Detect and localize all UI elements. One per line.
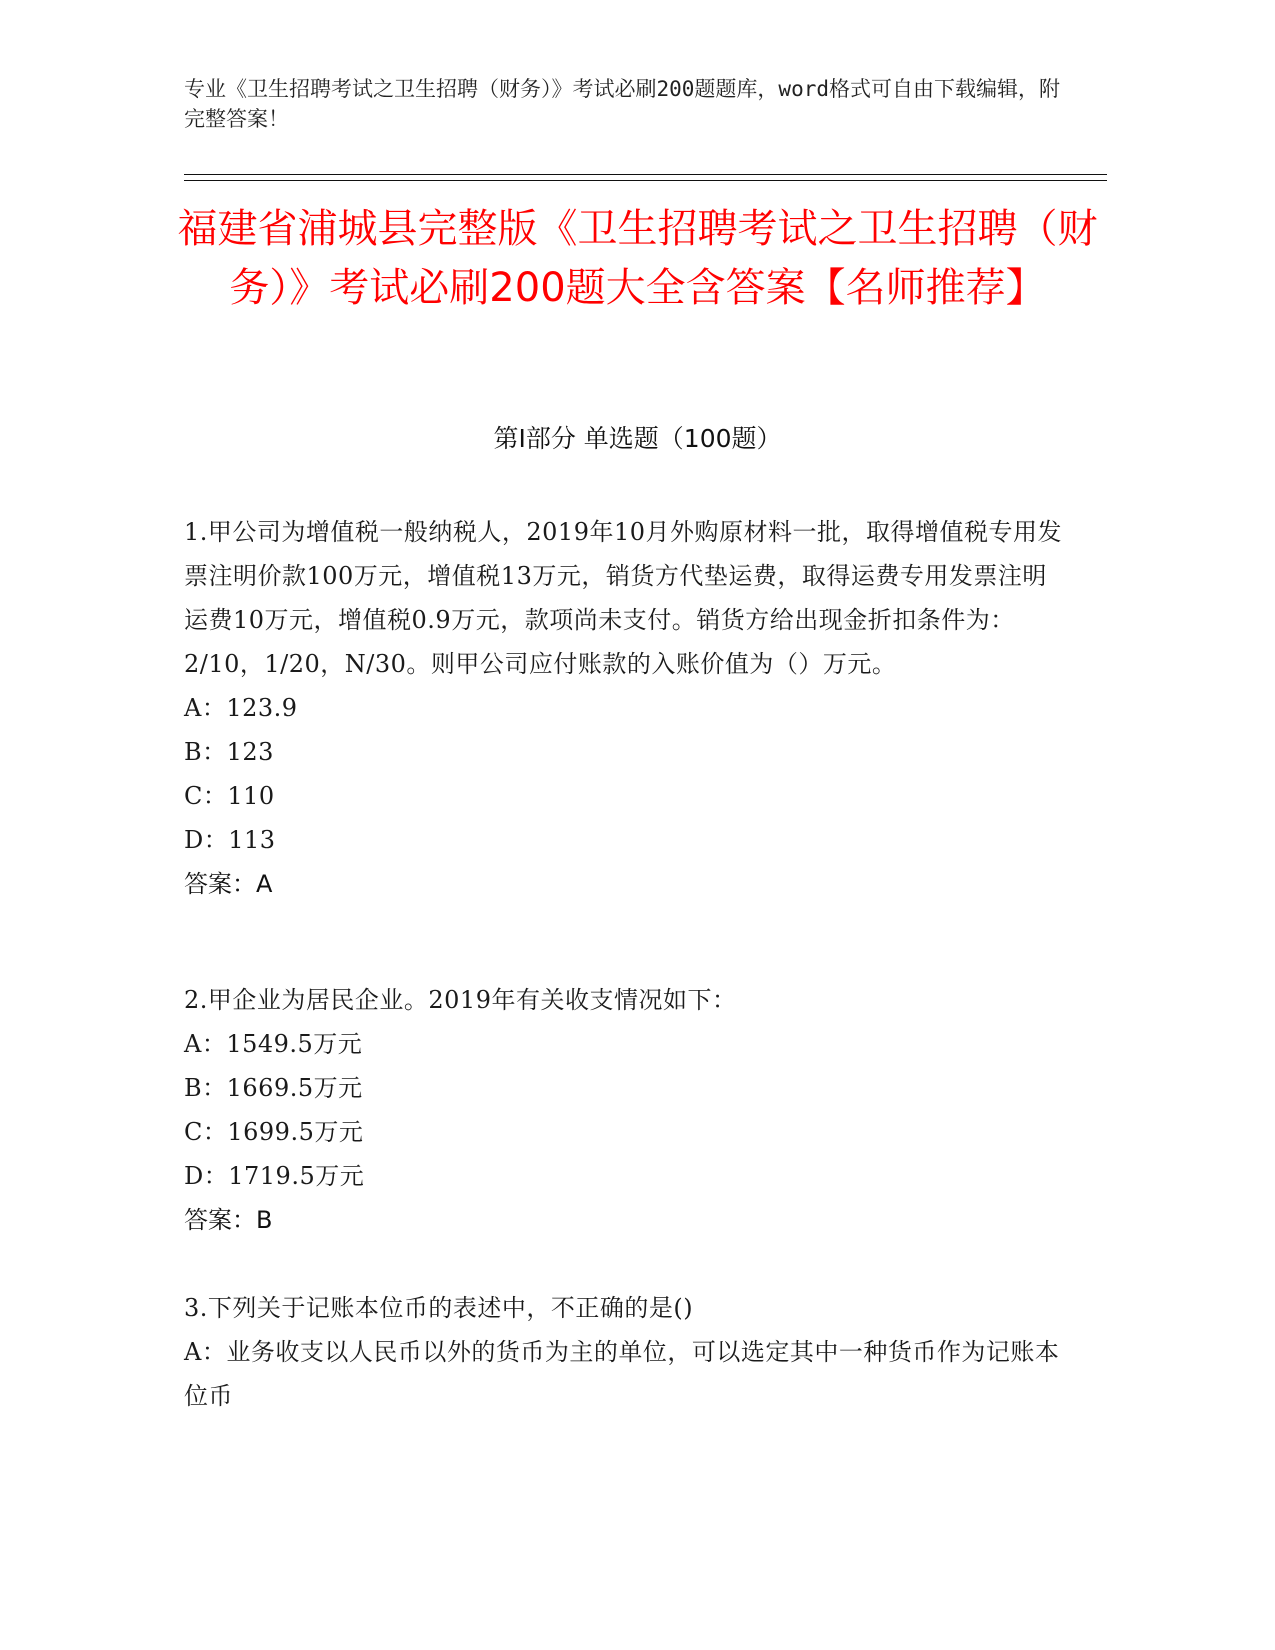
option-d: D：1719.5万元 bbox=[184, 1162, 365, 1190]
header-divider-bottom bbox=[184, 180, 1107, 181]
option-b: B：123 bbox=[184, 738, 274, 766]
option-a: A：123.9 bbox=[184, 694, 298, 722]
section-title: 第Ⅰ部分 单选题（100题） bbox=[493, 424, 782, 453]
question-stem: 2.甲企业为居民企业。2019年有关收支情况如下： bbox=[184, 986, 737, 1014]
option-a: A：业务收支以人民币以外的货币为主的单位，可以选定其中一种货币作为记账本位币 bbox=[184, 1338, 1060, 1410]
answer-line: 答案：A bbox=[184, 870, 273, 898]
answer-line: 答案：B bbox=[184, 1206, 273, 1234]
question-3 bbox=[184, 1286, 1064, 1418]
option-c: C：1699.5万元 bbox=[184, 1118, 364, 1146]
question-1 bbox=[184, 510, 1064, 906]
header-note: 专业《卫生招聘考试之卫生招聘（财务）》考试必刷200题题库，word格式可自由下载编辑，附完整答案！ bbox=[184, 77, 1060, 131]
question-stem: 3.下列关于记账本位币的表述中，不正确的是() bbox=[184, 1294, 694, 1322]
document-title: 福建省浦城县完整版《卫生招聘考试之卫生招聘（财务）》考试必刷200题大全含答案【名师推荐】 bbox=[177, 206, 1098, 311]
option-a: A：1549.5万元 bbox=[184, 1030, 363, 1058]
header-divider-top bbox=[184, 174, 1107, 175]
question-2 bbox=[184, 978, 1064, 1242]
option-c: C：110 bbox=[184, 782, 275, 810]
option-d: D：113 bbox=[184, 826, 276, 854]
question-stem: 1.甲公司为增值税一般纳税人，2019年10月外购原材料一批，取得增值税专用发票注明价款100万元，增值税13万元，销货方代垫运费，取得运费专用发票注明运费10万元，增值税0.9万元，款项尚未支付。销货方给出现金折扣条件为：2/10，1/20，N/30。则甲公司应付账款的入账价值为（）万元。 bbox=[184, 518, 1063, 678]
option-b: B：1669.5万元 bbox=[184, 1074, 363, 1102]
